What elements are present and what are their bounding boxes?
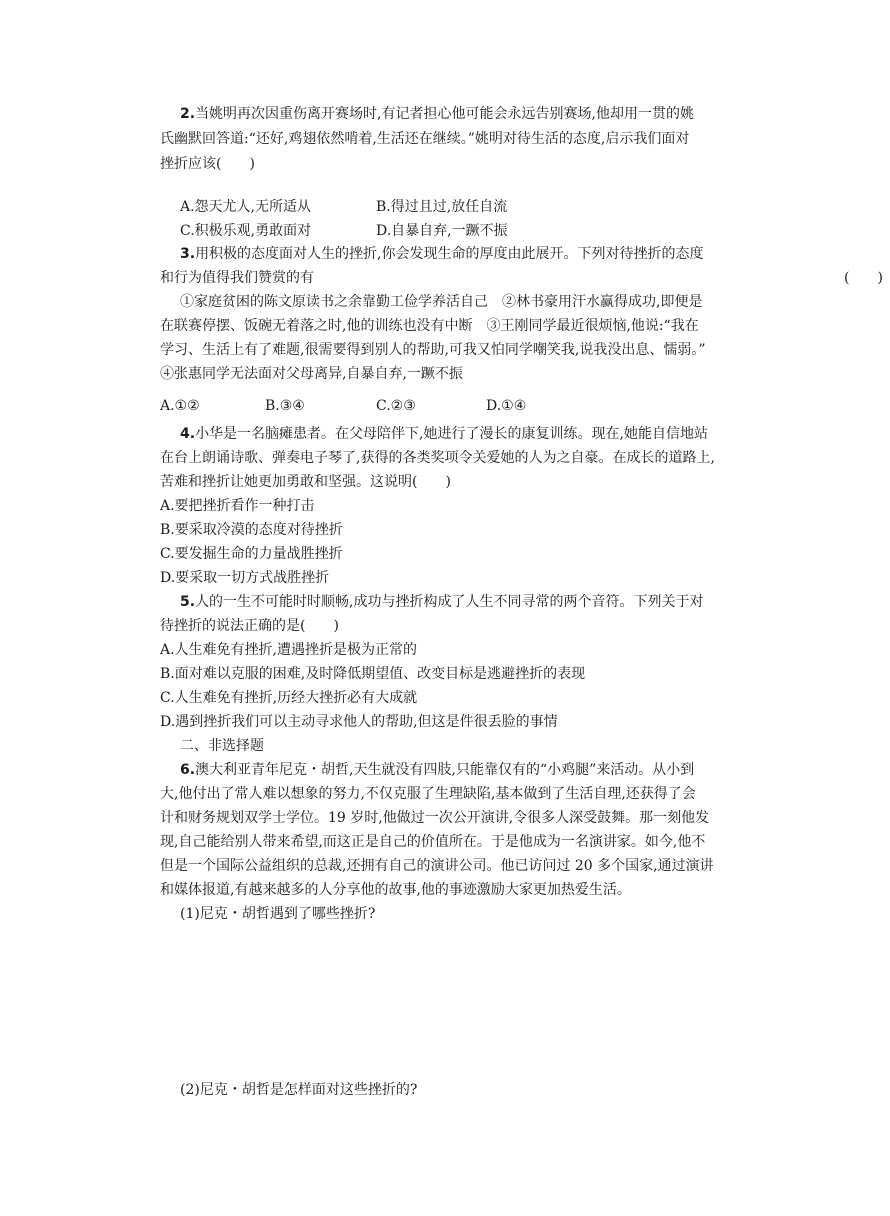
q2-option-d[interactable]: D.自暴自弃,一蹶不振 — [376, 223, 508, 239]
q5-option-b[interactable]: B.面对难以克服的困难,及时降低期望值、改变目标是逃避挫折的表现 — [160, 666, 586, 682]
q2-line3: 挫折应该( ) — [160, 156, 255, 172]
q2-option-c[interactable]: C.积极乐观,勇敢面对 — [180, 223, 312, 239]
q3-option-a[interactable]: A.①② — [160, 398, 200, 414]
q3-line1: 3.用积极的态度面对人生的挫折,你会发现生命的厚度由此展开。下列对待挫折的态度 — [180, 246, 704, 262]
q5-option-c[interactable]: C.人生难免有挫折,历经大挫折必有大成就 — [160, 690, 418, 706]
q3-statement-line2: 在联赛停摆、饭碗无着落之时,他的训练也没有中断 ③王刚同学最近很烦恼,他说:“我在 — [160, 318, 699, 334]
q4-option-c[interactable]: C.要发掘生命的力量战胜挫折 — [160, 546, 343, 562]
q6-line4: 现,自己能给别人带来希望,而这正是自己的价值所在。于是他成为一名演讲家。如今,他不 — [160, 834, 706, 850]
q4-option-d[interactable]: D.要采取一切方式战胜挫折 — [160, 570, 330, 586]
q4-line1: 4.小华是一名脑瘫患者。在父母陪伴下,她进行了漫长的康复训练。现在,她能自信地站 — [180, 426, 708, 442]
q3-statement-line1: ①家庭贫困的陈文原读书之余靠勤工俭学养活自己 ②林书豪用汗水赢得成功,即便是 — [180, 294, 703, 310]
q3-statement-line3: 学习、生活上有了难题,很需要得到别人的帮助,可我又怕同学嘲笑我,说我没出息、懦弱。” — [160, 342, 706, 358]
q2-line2: 氏幽默回答道:“还好,鸡翅依然啃着,生活还在继续。”姚明对待生活的态度,启示我们面对 — [160, 131, 690, 147]
q6-subquestion-1: (1)尼克・胡哲遇到了哪些挫折? — [180, 906, 376, 922]
q2-number: 2. — [180, 106, 196, 122]
q4-number: 4. — [180, 426, 196, 442]
q6-line3: 计和财务规划双学士学位。19 岁时,他做过一次公开演讲,令很多人深受鼓舞。那一刻他发 — [160, 810, 710, 826]
q3-answer-paren: ( ) — [844, 270, 883, 286]
section-heading: 二、非选择题 — [180, 738, 264, 754]
q6-line1: 6.澳大利亚青年尼克・胡哲,天生就没有四肢,只能靠仅有的“小鸡腿”来活动。从小到 — [180, 762, 695, 778]
q3-option-b[interactable]: B.③④ — [265, 398, 305, 414]
q3-option-d[interactable]: D.①④ — [486, 398, 527, 414]
q6-subquestion-2: (2)尼克・胡哲是怎样面对这些挫折的? — [180, 1082, 418, 1098]
q6-line2: 大,他付出了常人难以想象的努力,不仅克服了生理缺陷,基本做到了生活自理,还获得了会 — [160, 786, 696, 802]
q6-line6: 和媒体报道,有越来越多的人分享他的故事,他的事迹激励大家更加热爱生活。 — [160, 882, 631, 898]
q6-number: 6. — [180, 762, 196, 778]
q2-option-b[interactable]: B.得过且过,放任自流 — [376, 199, 508, 215]
q5-option-a[interactable]: A.人生难免有挫折,遭遇挫折是极为正常的 — [160, 642, 418, 658]
q5-line1: 5.人的一生不可能时时顺畅,成功与挫折构成了人生不同寻常的两个音符。下列关于对 — [180, 594, 704, 610]
q5-number: 5. — [180, 594, 196, 610]
q3-number: 3. — [180, 246, 196, 262]
q2-line1: 2.当姚明再次因重伤离开赛场时,有记者担心他可能会永远告别赛场,他却用一贯的姚 — [180, 106, 694, 122]
q3-statement-line4: ④张惠同学无法面对父母离异,自暴自弃,一蹶不振 — [160, 366, 463, 382]
q5-option-d[interactable]: D.遇到挫折我们可以主动寻求他人的帮助,但这是件很丢脸的事情 — [160, 714, 558, 730]
q4-line3: 苦难和挫折让她更加勇敢和坚强。这说明( ) — [160, 474, 451, 490]
q4-option-b[interactable]: B.要采取冷漠的态度对待挫折 — [160, 522, 343, 538]
q6-line5: 但是一个国际公益组织的总裁,还拥有自己的演讲公司。他已访问过 20 多个国家,通过演讲 — [160, 858, 714, 874]
q3-option-c[interactable]: C.②③ — [376, 398, 416, 414]
q3-line2: 和行为值得我们赞赏的有 ( ) — [160, 268, 730, 288]
q2-option-a[interactable]: A.怨天尤人,无所适从 — [180, 199, 312, 215]
q4-line2: 在台上朗诵诗歌、弹奏电子琴了,获得的各类奖项令关爱她的人为之自豪。在成长的道路上, — [160, 450, 715, 466]
q4-option-a[interactable]: A.要把挫折看作一种打击 — [160, 498, 315, 514]
q5-line2: 待挫折的说法正确的是( ) — [160, 618, 339, 634]
